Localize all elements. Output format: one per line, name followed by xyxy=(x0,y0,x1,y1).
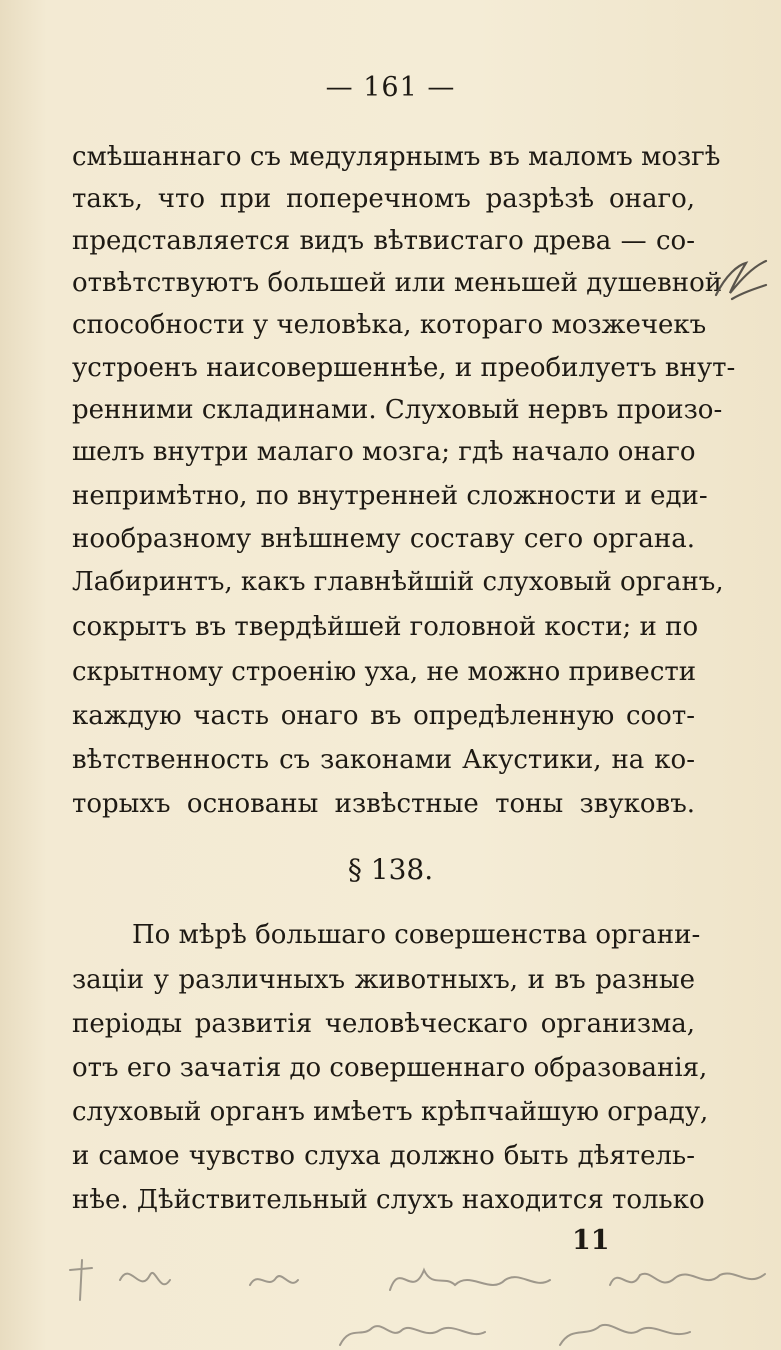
text-line: отъ его зачатія до совершеннаго образованія, xyxy=(72,1053,708,1083)
margin-pencil-mark xyxy=(712,255,772,305)
text-line: заціи у различныхъ животныхъ, и въ разные xyxy=(72,965,695,995)
text-line: ренними складинами. Слуховый нервъ произо- xyxy=(72,395,723,425)
text-line: отвѣтствуютъ большей или меньшей душевной xyxy=(72,268,723,298)
text-line: представляется видъ вѣтвистаго древа — со- xyxy=(72,226,695,256)
text-line: скрытному строенію уха, не можно привести xyxy=(72,657,697,687)
paragraph-first-line: По мѣрѣ большаго совершенства органи- xyxy=(132,920,701,950)
text-line: нообразному внѣшнему составу сего органа. xyxy=(72,524,695,554)
text-line: каждую часть онаго въ опредѣленную соот- xyxy=(72,701,695,731)
text-line: вѣтственность съ законами Акустики, на ко- xyxy=(72,745,695,775)
signature-mark: 11 xyxy=(572,1225,610,1256)
text-line: непримѣтно, по внутренней сложности и еди- xyxy=(72,481,708,511)
text-line: смѣшаннаго съ медулярнымъ въ маломъ мозгѣ xyxy=(72,142,721,172)
text-line: способности у человѣка, котораго мозжечекъ xyxy=(72,310,707,340)
page-number: — 161 — xyxy=(325,72,456,103)
text-line: и самое чувство слуха должно быть дѣятель- xyxy=(72,1141,695,1171)
text-line: нѣе. Дѣйствительный слухъ находится только xyxy=(72,1185,705,1215)
text-line: шелъ внутри малаго мозга; гдѣ начало онаго xyxy=(72,437,696,467)
text-line: слуховый органъ имѣетъ крѣпчайшую ограду, xyxy=(72,1097,709,1127)
text-line: сокрытъ въ твердѣйшей головной кости; и по xyxy=(72,612,699,642)
handwritten-annotation xyxy=(0,1240,781,1350)
section-heading: § 138. xyxy=(347,853,434,886)
text-line: Лабиринтъ, какъ главнѣйшій слуховый органъ, xyxy=(72,567,724,597)
text-line: періоды развитія человѣческаго организма, xyxy=(72,1009,695,1039)
text-line: устроенъ наисовершеннѣе, и преобилуетъ внут- xyxy=(72,353,736,383)
text-line: такъ, что при поперечномъ разрѣзѣ онаго, xyxy=(72,184,695,214)
text-line: торыхъ основаны извѣстные тоны звуковъ. xyxy=(72,789,695,819)
